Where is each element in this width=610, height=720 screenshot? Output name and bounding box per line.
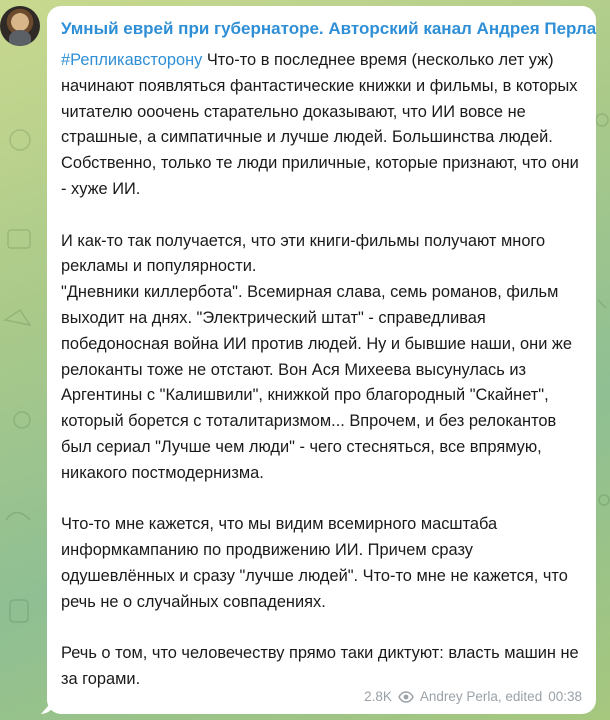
message-paragraph-3: Что-то мне кажется, что мы видим всемирного масштаба информкампанию по продвижению ИИ. Причем сразу одушевлённых и сразу "лучше людей". Что-то мне не кажется, что речь не о случайных совпадениях. xyxy=(61,515,568,611)
message-meta xyxy=(364,689,582,704)
message-paragraph-2: И как-то так получается, что эти книги-фильмы получают много рекламы и популярности. "Дневники киллербота". Всемирная слава, семь романов, фильм выходит на днях. "Электрический штат" - справедливая победоносная война ИИ против людей. Ну и бывшие наши, они же релоканты тоже не отстают. Вон Ася Михеева высунулась из Аргентины с "Калишвили", книжкой про благородный "Скайнет", который борется с тоталитаризмом... Впрочем, и без релокантов был сериал "Лучше чем люди" - чего стесняться, все впрямую, никакого постмодернизма. xyxy=(61,231,573,482)
hashtag-link[interactable]: #Репликавсторону xyxy=(61,51,203,69)
message-bubble xyxy=(47,6,596,714)
author-edited-label: Andrey Perla, edited xyxy=(419,689,543,704)
eye-icon xyxy=(398,691,414,703)
channel-avatar[interactable] xyxy=(0,6,40,46)
message-paragraph-4: Речь о том, что человечеству прямо таки диктуют: власть машин не за горами. xyxy=(61,644,579,689)
channel-name[interactable]: Умный еврей при губернаторе. Авторский канал Андрея Перла xyxy=(61,19,597,38)
paragraph-text: Что-то в последнее время (несколько лет уж) начинают появляться фантастические книжки и фильмы, в которых читателю ооочень старательно доказывают, что ИИ вовсе не страшные, а симпатичные и лучше людей. Большинства людей. Собственно, только те люди приличные, которые признают, что они - хуже ИИ. xyxy=(61,51,579,198)
message-time: 00:38 xyxy=(548,689,582,704)
views-count: 2.8K xyxy=(364,689,392,704)
message-paragraph-1 xyxy=(61,48,582,203)
